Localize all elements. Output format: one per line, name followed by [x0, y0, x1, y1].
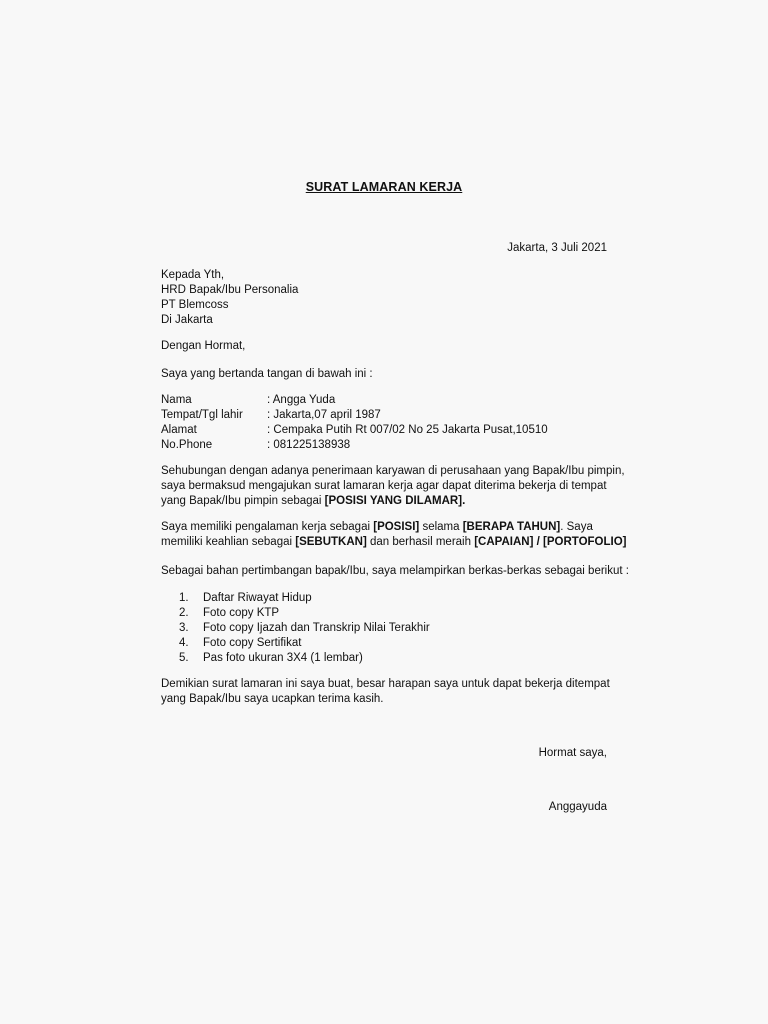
- recipient-line: PT Blemcoss: [161, 299, 229, 311]
- list-text: Foto copy KTP: [203, 607, 280, 619]
- list-text: Foto copy Sertifikat: [203, 637, 302, 649]
- paragraph-line: [161, 494, 611, 509]
- paragraph-text: memiliki keahlian sebagai: [161, 536, 296, 548]
- paragraph-line: [161, 535, 627, 550]
- attachments-list: [161, 591, 430, 666]
- attachments-intro: Sebagai bahan pertimbangan bapak/Ibu, saya melampirkan berkas-berkas sebagai berikut :: [161, 565, 629, 577]
- paragraph-line: Sehubungan dengan adanya penerimaan karyawan di perusahaan yang Bapak/Ibu pimpin,: [161, 465, 625, 477]
- list-number: 1.: [179, 592, 189, 604]
- paragraph-application: [161, 464, 625, 509]
- detail-label: Alamat: [161, 424, 197, 436]
- list-number: 4.: [179, 637, 189, 649]
- placeholder-position: [POSISI]: [373, 521, 420, 533]
- list-item: [161, 651, 430, 666]
- letter-title: SURAT LAMARAN KERJA: [305, 180, 463, 194]
- intro-text: Saya yang bertanda tangan di bawah ini :: [161, 368, 373, 380]
- list-text: Pas foto ukuran 3X4 (1 lembar): [203, 652, 363, 664]
- paragraph-text: Saya memiliki pengalaman kerja sebagai: [161, 521, 374, 533]
- paragraph-separator: /: [533, 536, 543, 548]
- placeholder-achievement: [CAPAIAN]: [474, 536, 534, 548]
- detail-row-address: [161, 423, 548, 438]
- list-text: Foto copy Ijazah dan Transkrip Nilai Terakhir: [203, 622, 430, 634]
- placeholder-portfolio: [PORTOFOLIO]: [543, 536, 627, 548]
- position-placeholder: [POSISI YANG DILAMAR]: [324, 495, 463, 507]
- paragraph-line: Demikian surat lamaran ini saya buat, besar harapan saya untuk dapat bekerja ditempat: [161, 678, 610, 690]
- placeholder-years: [BERAPA TAHUN]: [462, 521, 561, 533]
- list-item: [161, 606, 430, 621]
- detail-value: : Cempaka Putih Rt 007/02 No 25 Jakarta Pusat,10510: [267, 424, 548, 436]
- place-date: Jakarta, 3 Juli 2021: [507, 242, 607, 254]
- list-text: Daftar Riwayat Hidup: [203, 592, 312, 604]
- signature-name: Anggayuda: [548, 801, 607, 813]
- paragraph-text: yang Bapak/Ibu pimpin sebagai: [161, 495, 325, 507]
- detail-value: : Jakarta,07 april 1987: [267, 409, 381, 421]
- paragraph-text: selama: [419, 521, 463, 533]
- list-item: [161, 636, 430, 651]
- closing-paragraph: [161, 677, 611, 707]
- recipient-line: HRD Bapak/Ibu Personalia: [161, 284, 299, 296]
- paragraph-line: saya bermaksud mengajukan surat lamaran kerja agar dapat diterima bekerja di tempat: [161, 480, 607, 492]
- detail-label: No.Phone: [161, 439, 213, 451]
- paragraph-text: dan berhasil meraih: [366, 536, 475, 548]
- list-item: [161, 621, 430, 636]
- paragraph-line: [161, 520, 611, 535]
- detail-value: : Angga Yuda: [267, 394, 336, 406]
- detail-label: Nama: [161, 394, 192, 406]
- greeting: Dengan Hormat,: [161, 340, 246, 352]
- list-number: 3.: [179, 622, 189, 634]
- detail-row-birth: [161, 408, 548, 423]
- paragraph-period: .: [462, 495, 466, 507]
- detail-value: : 081225138938: [267, 439, 351, 451]
- list-number: 5.: [179, 652, 189, 664]
- detail-row-phone: [161, 438, 548, 453]
- paragraph-text: . Saya: [560, 521, 593, 533]
- recipient-line: Kepada Yth,: [161, 269, 225, 281]
- personal-details: [161, 393, 548, 453]
- list-item: [161, 591, 430, 606]
- detail-row-name: [161, 393, 548, 408]
- paragraph-experience: [161, 520, 627, 550]
- signoff: Hormat saya,: [538, 747, 607, 759]
- list-number: 2.: [179, 607, 189, 619]
- recipient-line: Di Jakarta: [161, 314, 213, 326]
- placeholder-skill: [SEBUTKAN]: [295, 536, 367, 548]
- detail-label: Tempat/Tgl lahir: [161, 409, 243, 421]
- paragraph-line: yang Bapak/Ibu saya ucapkan terima kasih.: [161, 693, 384, 705]
- recipient-block: [161, 268, 298, 328]
